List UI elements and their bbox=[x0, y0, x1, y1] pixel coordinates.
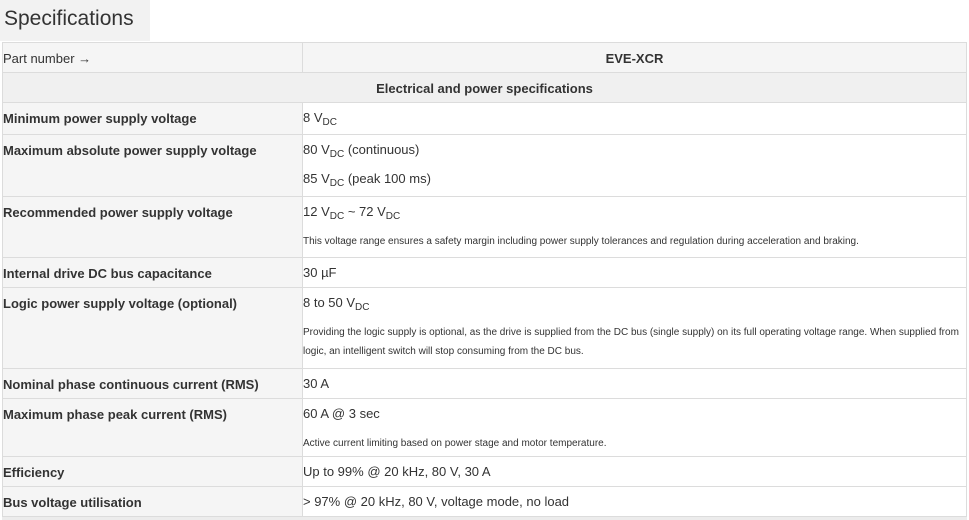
nominal-current-label: Nominal phase continuous current (RMS) bbox=[3, 377, 259, 392]
rec-supply-note: This voltage range ensures a safety margin including power supply tolerances and regulation during acceleration and braking. bbox=[303, 236, 859, 247]
row-label-cell bbox=[3, 258, 303, 288]
row-value-cell bbox=[303, 399, 967, 457]
bus-util-label: Bus voltage utilisation bbox=[3, 495, 142, 510]
rec-supply-label: Recommended power supply voltage bbox=[3, 205, 233, 220]
max-supply-value-peak: 85 $V_{DC}$ (peak 100 ms) bbox=[303, 171, 431, 189]
table-row bbox=[3, 457, 967, 487]
peak-current-note: Active current limiting based on power stage and motor temperature. bbox=[303, 438, 607, 449]
part-number-value-cell bbox=[303, 43, 967, 73]
logic-supply-value: 8 to 50 $V_{DC}$ bbox=[303, 295, 370, 313]
part-number-label-cell bbox=[3, 43, 303, 73]
part-number-value: EVE-XCR bbox=[605, 51, 664, 66]
bus-util-value: > 97% @ 20 kHz, 80 V, voltage mode, no load bbox=[303, 494, 570, 509]
row-value-cell bbox=[303, 103, 967, 135]
row-label-cell bbox=[3, 399, 303, 457]
row-label-cell bbox=[3, 103, 303, 135]
row-label-cell bbox=[3, 288, 303, 369]
table-row bbox=[3, 135, 967, 197]
min-supply-value: 8 $V_{DC}$ bbox=[303, 110, 337, 128]
section-row bbox=[3, 73, 967, 103]
row-label-cell bbox=[3, 135, 303, 197]
row-label-cell bbox=[3, 457, 303, 487]
row-value-cell bbox=[303, 288, 967, 369]
max-supply-label: Maximum absolute power supply voltage bbox=[3, 143, 257, 158]
table-row bbox=[3, 288, 967, 369]
row-value-cell bbox=[303, 258, 967, 288]
row-value-cell bbox=[303, 369, 967, 399]
table-row bbox=[3, 369, 967, 399]
max-supply-value-continuous: 80 $V_{DC}$ (continuous) bbox=[303, 142, 420, 160]
table-row bbox=[3, 487, 967, 517]
row-label-cell bbox=[3, 197, 303, 258]
row-value-cell bbox=[303, 197, 967, 258]
part-number-label: Part number → bbox=[3, 51, 92, 66]
row-value-cell bbox=[303, 457, 967, 487]
specifications-table bbox=[2, 42, 967, 517]
peak-current-label: Maximum phase peak current (RMS) bbox=[3, 407, 227, 422]
dc-bus-cap-label: Internal drive DC bus capacitance bbox=[3, 266, 212, 281]
section-heading-cell bbox=[3, 73, 967, 103]
section-heading: Electrical and power specifications bbox=[376, 81, 593, 96]
logic-supply-label: Logic power supply voltage (optional) bbox=[3, 296, 238, 311]
row-label-cell bbox=[3, 487, 303, 517]
rec-supply-value: 12 $V_{DC}$ ~ 72 $V_{DC}$ bbox=[303, 204, 401, 222]
row-value-cell bbox=[303, 135, 967, 197]
page-title: Specifications bbox=[4, 7, 134, 30]
dc-bus-cap-value: 30 µF bbox=[303, 265, 337, 280]
table-header-row bbox=[3, 43, 967, 73]
nominal-current-value: 30 A bbox=[303, 376, 330, 391]
table-row bbox=[3, 103, 967, 135]
page-title-box bbox=[0, 0, 150, 41]
row-label-cell bbox=[3, 369, 303, 399]
logic-supply-note: Providing the logic supply is optional, as the drive is supplied from the DC bus (single supply) on its full operating voltage range. When supplied from logic, an intelligent switch will stop consuming from the DC bus. bbox=[303, 327, 959, 357]
table-row bbox=[3, 197, 967, 258]
table-row bbox=[3, 399, 967, 457]
efficiency-label: Efficiency bbox=[3, 465, 65, 480]
efficiency-value: Up to 99% @ 20 kHz, 80 V, 30 A bbox=[303, 464, 491, 479]
table-row bbox=[3, 258, 967, 288]
min-supply-label: Minimum power supply voltage bbox=[3, 111, 197, 126]
row-value-cell bbox=[303, 487, 967, 517]
peak-current-value: 60 A @ 3 sec bbox=[303, 406, 380, 421]
